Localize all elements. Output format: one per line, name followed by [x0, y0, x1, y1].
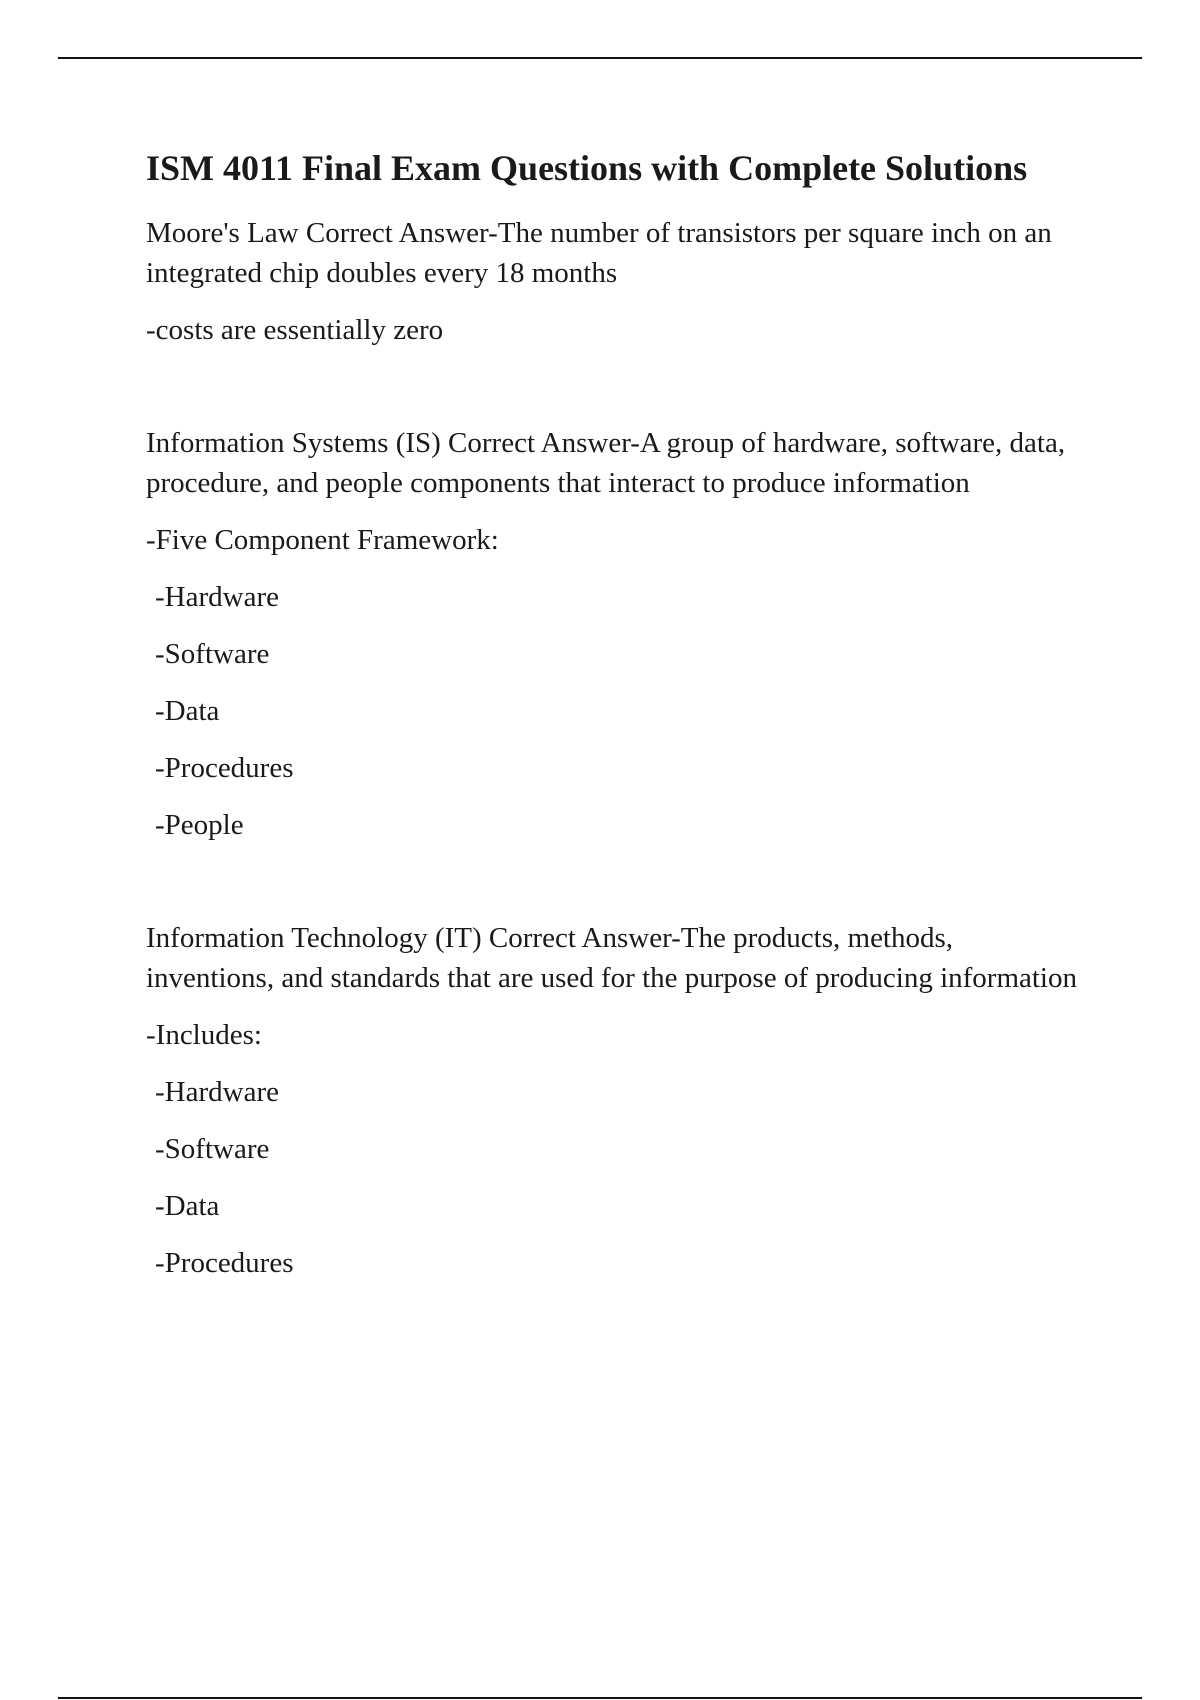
document-title: ISM 4011 Final Exam Questions with Complete Solutions: [146, 148, 1028, 188]
list-item: -Software: [155, 1133, 270, 1165]
footer-rule: [58, 1697, 1142, 1699]
list-item: -Hardware: [155, 1076, 279, 1108]
qa-entry-information-systems: [146, 423, 1086, 845]
list-item: -Procedures: [155, 752, 294, 784]
list-item: -Data: [155, 1190, 220, 1222]
document-body: [146, 143, 1086, 1300]
entry-spacer: [146, 367, 1086, 423]
list-item: -Data: [155, 695, 220, 727]
header-rule: [58, 57, 1142, 59]
qa-entry-information-technology: [146, 918, 1086, 1283]
list-item: -Software: [155, 638, 270, 670]
answer-text: Information Technology (IT) Correct Answer-The products, methods, inventions, and standards that are used for the purpose of producing information: [146, 922, 1077, 994]
qa-entry-moores-law: [146, 213, 1086, 350]
entry-spacer: [146, 862, 1086, 918]
answer-text: Information Systems (IS) Correct Answer-A group of hardware, software, data, procedure, and people components that interact to produce information: [146, 427, 1066, 499]
list-item: -Procedures: [155, 1247, 294, 1279]
list-heading: -Five Component Framework:: [146, 524, 499, 556]
answer-note: -costs are essentially zero: [146, 314, 444, 346]
list-item: -People: [155, 809, 244, 841]
list-item: -Hardware: [155, 581, 279, 613]
answer-text: Moore's Law Correct Answer-The number of transistors per square inch on an integrated chip doubles every 18 months: [146, 217, 1052, 289]
list-heading: -Includes:: [146, 1019, 262, 1051]
